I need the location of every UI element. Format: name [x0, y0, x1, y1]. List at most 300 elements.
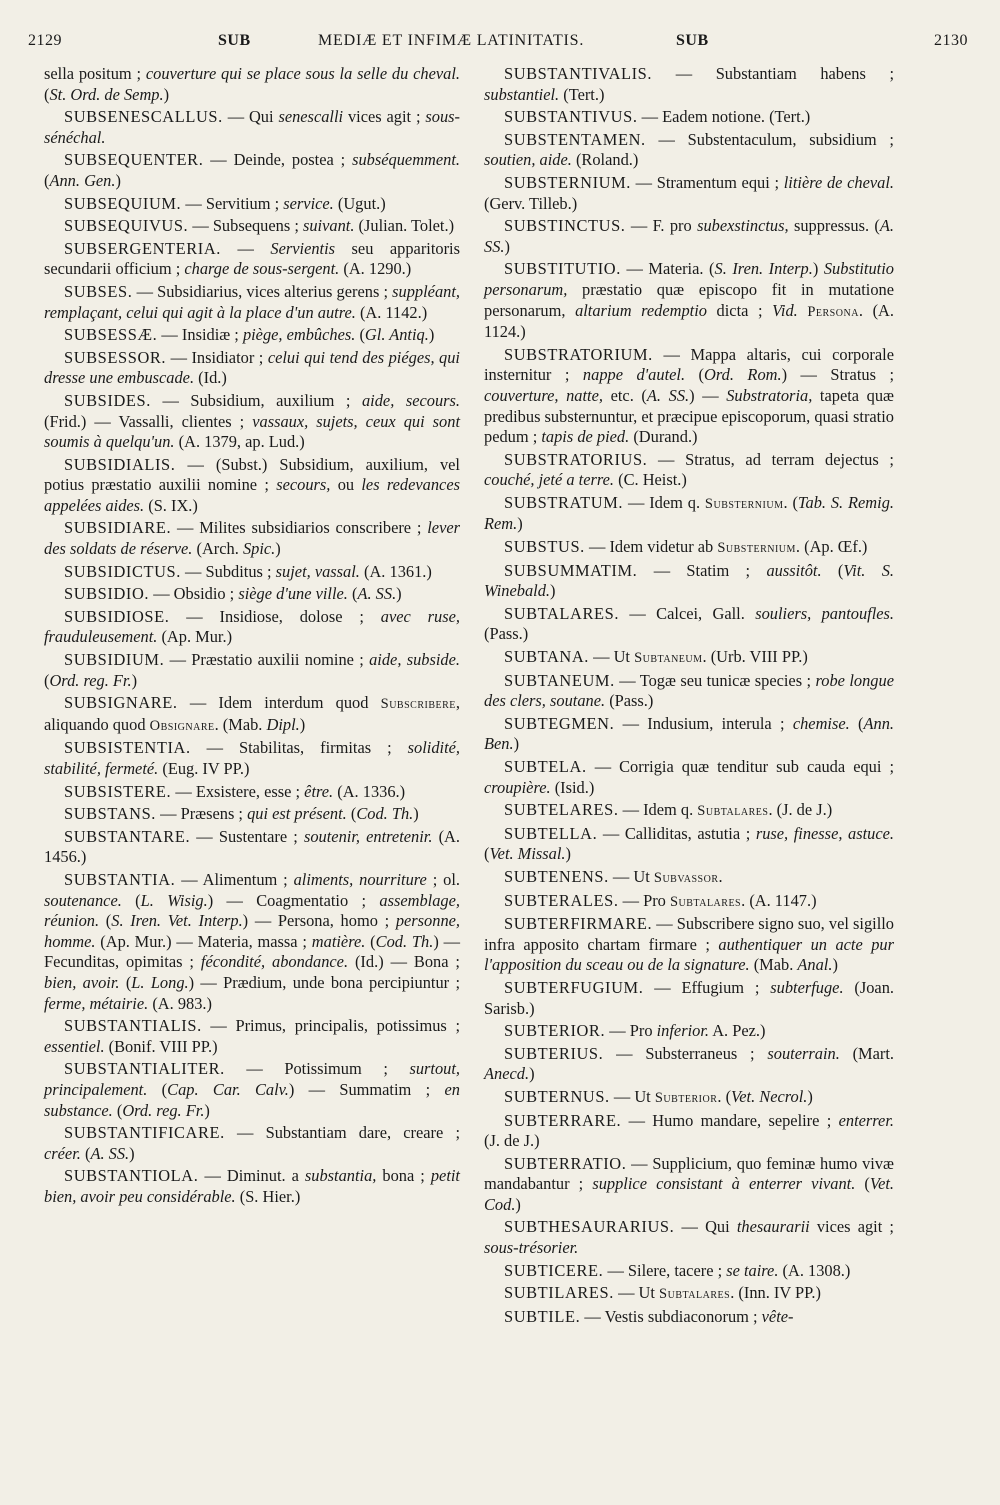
entry-translation: souliers, pantoufles.: [755, 603, 894, 623]
entry-text: — Deinde, postea ;: [203, 150, 353, 170]
entry-translation: surtout, principalement.: [44, 1059, 460, 1099]
entry-headword: SUBTICERE.: [504, 1260, 604, 1280]
entry-text: — Obsidio ;: [149, 584, 239, 604]
entry-translation: celui qui tend des piéges, qui dresse une embuscade.: [44, 347, 460, 388]
entry-text: (Id.) — Bona ;: [348, 952, 460, 972]
entry-text: ): [565, 844, 571, 864]
entry-translation: Ann. Gen.: [49, 170, 116, 190]
dictionary-entry: [44, 107, 460, 148]
entry-translation: litière de cheval.: [783, 172, 894, 192]
entry-text: ) — Coagmentatio ;: [207, 890, 380, 910]
entry-headword: SUBSISTENTIA.: [64, 738, 191, 758]
entry-text: . (Ap. Œf.): [795, 537, 868, 557]
entry-headword: SUBTELLA.: [504, 823, 598, 843]
entry-translation: altarium redemptio: [575, 300, 707, 320]
entry-text: (: [821, 560, 844, 580]
entry-text: (Tert.): [559, 84, 605, 104]
entry-text: — Humo mandare, sepelire ;: [621, 1110, 839, 1130]
entry-translation: assemblage, réunion.: [44, 890, 460, 931]
entry-text: (Pass.): [484, 624, 529, 644]
running-title: MEDIÆ ET INFIMÆ LATINITATIS.: [318, 32, 585, 49]
entry-text: (: [855, 1174, 870, 1194]
entry-text: — Ut: [608, 866, 654, 886]
entry-headword: SUBTANEUM.: [504, 670, 615, 690]
entry-translation: suppléant, remplaçant, celui qui agit à la place d'un autre.: [44, 281, 460, 322]
entry-translation: les redevances appelées aides.: [44, 475, 460, 515]
entry-translation: L. Long.: [131, 972, 189, 992]
dictionary-entry: [484, 1217, 894, 1258]
entry-translation: subexstinctus,: [697, 216, 789, 236]
entry-text: . (J. de J.): [768, 800, 833, 820]
entry-text: tapeta quæ predibus substernuntur, et præcipue episcoporum, quasi stratio pedum ;: [484, 385, 894, 447]
entry-text: ): [129, 1143, 135, 1163]
page-number-left: 2129: [28, 32, 62, 49]
entry-translation: robe longue des clers, soutane.: [484, 670, 894, 711]
guide-word-left: SUB: [218, 32, 251, 49]
entry-text: (Mart.: [839, 1043, 894, 1063]
entry-translation: solidité, stabilité, fermeté.: [44, 738, 460, 778]
entry-text: — Stabilitas, firmitas ;: [190, 738, 408, 758]
entry-headword: SUBTILE.: [504, 1306, 581, 1326]
entry-text: (Bonif. VIII PP.): [104, 1036, 218, 1056]
entry-text: (J. de J.): [484, 1131, 540, 1151]
dictionary-entry: [484, 259, 894, 342]
entry-text: ) —: [689, 385, 727, 405]
entry-translation: inferior.: [656, 1021, 709, 1041]
entry-text: (: [355, 325, 365, 345]
entry-text: ): [812, 259, 824, 279]
entry-text: — Materia. (: [620, 259, 715, 279]
entry-text: — Præstatio auxilii nomine ;: [164, 650, 370, 670]
entry-text: — Idem q.: [623, 492, 705, 512]
entry-headword: SUBTERFIRMARE.: [504, 914, 653, 934]
entry-translation: aliments, nourriture: [293, 869, 427, 889]
entry-text: — Ut: [589, 647, 635, 667]
dictionary-entry: [484, 867, 894, 889]
entry-text: — Effugium ;: [643, 977, 771, 997]
entry-headword: SUBSTRATORIUS.: [504, 449, 648, 469]
entry-text: — Qui: [674, 1217, 737, 1237]
entry-translation: Cod. Th.: [375, 931, 434, 951]
dictionary-entry: [484, 647, 894, 669]
entry-text: ): [204, 1100, 210, 1120]
entry-text: — Indusium, interula ;: [614, 713, 793, 733]
entry-translation: matière.: [311, 931, 366, 951]
entry-headword: SUBSTERNIUM.: [504, 172, 631, 192]
dictionary-entry: [44, 194, 460, 215]
entry-text: (Id.): [194, 368, 227, 388]
entry-text: (A. 1308.): [778, 1260, 851, 1280]
entry-text: (: [80, 1143, 91, 1163]
entry-text: — Ut: [609, 1086, 655, 1106]
entry-translation: aide, secours.: [361, 390, 460, 410]
entry-headword: SUBSTANTIVALIS.: [504, 64, 653, 83]
dictionary-entry: [44, 1123, 460, 1164]
entry-headword: SUBSIDICTUS.: [64, 561, 181, 581]
entry-text: (Joan. Sarisb.): [484, 977, 894, 1018]
dictionary-entry: [484, 1111, 894, 1152]
entry-text: — (Subst.) Subsidium, auxilium, vel potius præstatio auxilii nomine ;: [44, 454, 460, 495]
entry-text: (A. 983.): [148, 993, 212, 1013]
dictionary-entry: [44, 1166, 460, 1207]
entry-translation: petit bien, avoir peu considérable.: [44, 1166, 460, 1206]
entry-text: —: [220, 238, 271, 258]
entry-text: — Stratus, ad terram dejectus ;: [647, 449, 894, 469]
entry-text: (A. 1290.): [339, 259, 412, 279]
dictionary-entry: [44, 827, 460, 868]
entry-text: — Substerraneus ;: [603, 1043, 768, 1063]
dictionary-entry: [484, 891, 894, 913]
entry-headword: SUBTERNUS.: [504, 1086, 610, 1106]
entry-text: . (Inn. IV PP.): [730, 1283, 821, 1303]
entry-translation: couché, jeté a terre.: [484, 470, 615, 490]
entry-translation: thesaurarii: [736, 1217, 810, 1237]
entry-text: (: [147, 1079, 168, 1099]
entry-translation: charge de sous-sergent.: [184, 259, 340, 279]
entry-text: — Servitium ;: [181, 193, 284, 213]
dictionary-entry: [484, 1044, 894, 1085]
entry-headword: SUBSTRATUM.: [504, 492, 624, 512]
dictionary-entry: [44, 216, 460, 237]
entry-translation: S. Iren. Vet. Interp.: [111, 911, 243, 931]
entry-text: ): [550, 581, 556, 601]
entry-text: A. Pez.): [709, 1021, 766, 1041]
entry-translation: essentiel.: [44, 1036, 105, 1056]
entry-text: — Primus, principalis, potissimus ;: [201, 1016, 460, 1036]
entry-text: seu apparitoris secundarii officium ;: [44, 238, 460, 279]
entry-translation: chemise.: [792, 713, 850, 733]
entry-text: (Eug. IV PP.): [158, 759, 250, 778]
dictionary-entry: [44, 693, 460, 736]
entry-text: (A. 1456.): [44, 826, 460, 867]
entry-text: [798, 301, 808, 320]
dictionary-entry: [44, 1059, 460, 1121]
dictionary-entry: [484, 1283, 894, 1305]
dictionary-entry: [44, 1016, 460, 1057]
entry-translation: soutien, aide.: [484, 150, 572, 170]
entry-crossref: Persona: [807, 303, 859, 320]
entry-translation: aide, subside.: [369, 650, 461, 670]
entry-text: ) — Stratus ;: [781, 365, 895, 385]
entry-text: (: [365, 931, 376, 951]
entry-headword: SUBSUMMATIM.: [504, 560, 638, 580]
entry-translation: Dipl.: [266, 714, 300, 734]
entry-translation: Tab. S. Remig. Rem.: [484, 492, 894, 534]
entry-text: ) — Prædium, unde bona percipiuntur ;: [188, 972, 460, 992]
entry-headword: SUBTALARES.: [504, 603, 620, 623]
dictionary-entry: [484, 107, 894, 128]
entry-translation: ruse, finesse, astuce.: [755, 823, 894, 843]
entry-translation: sous-trésorier.: [484, 1238, 579, 1258]
entry-translation: substantia,: [304, 1166, 377, 1186]
guide-word-right: SUB: [676, 32, 709, 49]
entry-translation: Servientis: [270, 238, 336, 258]
entry-text: ): [807, 1086, 813, 1106]
entry-headword: SUBSISTERE.: [64, 781, 172, 801]
entry-text: dicta ;: [706, 300, 773, 320]
entry-text: (Isid.): [550, 777, 595, 797]
entry-translation: senescalli: [278, 107, 344, 127]
entry-translation: sujet, vassal.: [275, 561, 360, 581]
entry-text: ): [513, 734, 520, 754]
dictionary-entry: [44, 607, 460, 648]
entry-text: (: [685, 365, 705, 385]
entry-text: sella positum ;: [44, 64, 146, 83]
entry-text: — Stramentum equi ;: [630, 172, 784, 192]
entry-text: ): [504, 236, 510, 256]
running-header: [28, 32, 974, 56]
dictionary-entry: [484, 671, 894, 712]
entry-translation: être.: [304, 781, 334, 801]
entry-text: etc. (: [602, 385, 647, 405]
entry-text: (A. 1361.): [359, 561, 432, 581]
entry-text: — Corrigia quæ tenditur sub cauda equi ;: [586, 757, 894, 776]
entry-text: (: [849, 713, 864, 733]
entry-text: bona ;: [376, 1166, 431, 1186]
dictionary-entry: [484, 561, 894, 602]
entry-headword: SUBSTANTIVUS.: [504, 107, 638, 127]
dictionary-entry: [484, 1261, 894, 1282]
entry-translation: soutenir, entretenir.: [303, 826, 433, 846]
entry-crossref: Subtaneum: [634, 650, 703, 667]
entry-translation: supplice consistant à enterrer vivant.: [592, 1174, 856, 1194]
entry-translation: Vit. S. Winebald.: [484, 560, 894, 601]
entry-headword: SUBSTANTIALIS.: [64, 1016, 202, 1036]
entry-headword: SUBTELARES.: [504, 800, 619, 820]
entry-translation: A. SS.: [484, 216, 895, 256]
dictionary-entry: [484, 216, 894, 257]
entry-translation: enterrer.: [838, 1110, 894, 1130]
entry-text: . (: [717, 1086, 732, 1106]
entry-text: ): [396, 584, 402, 604]
entry-text: (Gerv. Tilleb.): [484, 193, 578, 213]
entry-text: (: [119, 972, 132, 992]
entry-headword: SUBSIDIALIS.: [64, 454, 176, 474]
dictionary-entry: [44, 804, 460, 825]
entry-translation: S. Iren. Interp.: [714, 259, 813, 279]
entry-text: (: [347, 584, 358, 604]
entry-translation: bien, avoir.: [44, 972, 120, 992]
entry-text: . (Urb. VIII PP.): [702, 647, 808, 667]
entry-translation: subterfuge.: [770, 977, 844, 997]
entry-text: (A. 1336.): [333, 781, 406, 801]
dictionary-entry: [44, 391, 460, 453]
dictionary-entry: [484, 914, 894, 976]
entry-text: — F. pro: [625, 216, 698, 236]
entry-headword: SUBSTITUTIO.: [504, 259, 621, 279]
entry-headword: SUBSTENTAMEN.: [504, 129, 646, 149]
entry-text: ) — Persona, homo ;: [242, 911, 396, 931]
entry-text: ): [413, 804, 419, 824]
entry-text: ) — Summatim ;: [288, 1079, 445, 1099]
entry-text: — Pro: [605, 1021, 657, 1041]
entry-headword: SUBTENENS.: [504, 866, 609, 886]
entry-translation: créer.: [44, 1143, 81, 1163]
entry-text: ): [299, 714, 306, 734]
entry-headword: SUBSTANTARE.: [64, 826, 191, 846]
dictionary-entry: [44, 239, 460, 280]
entry-text: — Calcei, Gall.: [619, 603, 756, 623]
entry-translation: tapis de pied.: [541, 427, 630, 447]
entry-crossref: Subterior: [654, 1089, 718, 1106]
entry-text: ): [428, 325, 435, 345]
entry-text: — Eadem notione. (Tert.): [637, 107, 811, 127]
entry-text: ): [529, 1064, 535, 1084]
entry-translation: soutenance.: [44, 890, 122, 910]
entry-headword: SUBTHESAURARIUS.: [504, 1217, 675, 1237]
dictionary-entry: [484, 537, 894, 559]
dictionary-entry: [484, 1087, 894, 1109]
entry-translation: subséquemment.: [352, 150, 460, 170]
dictionary-entry: [44, 455, 460, 517]
entry-translation: A. SS.: [646, 385, 690, 405]
entry-text: — Togæ seu tunicæ species ;: [614, 670, 816, 690]
entry-text: (Pass.): [605, 691, 654, 711]
entry-text: — Idem videtur ab: [584, 537, 718, 557]
entry-text: (: [44, 84, 50, 104]
entry-text: ou: [330, 475, 362, 495]
entry-text: — Idem q.: [618, 800, 698, 820]
entry-headword: SUBTERALES.: [504, 890, 619, 910]
entry-headword: SUBSIDIO.: [64, 584, 150, 604]
entry-headword: SUBTERIOR.: [504, 1021, 606, 1041]
entry-translation: Anal.: [797, 955, 833, 975]
entry-crossref: Obsignare: [149, 717, 215, 734]
entry-translation: suivant.: [302, 216, 355, 236]
entry-headword: SUBTERRARE.: [504, 1110, 622, 1130]
entry-translation: Vet. Necrol.: [731, 1086, 808, 1106]
entry-translation: Gl. Antiq.: [364, 325, 429, 345]
entry-translation: Ord. reg. Fr.: [122, 1100, 205, 1120]
entry-text: ): [163, 84, 170, 104]
entry-text: (Frid.) — Vassalli, clientes ;: [44, 411, 253, 431]
entry-translation: Ord. reg. Fr.: [49, 670, 132, 690]
entry-text: (Ap. Mur.) — Materia, massa ;: [95, 931, 312, 951]
dictionary-entry: [484, 345, 894, 448]
dictionary-entry: [484, 450, 894, 491]
entry-headword: SUBSENESCALLUS.: [64, 107, 223, 127]
entry-text: (S. Hier.): [235, 1186, 301, 1206]
dictionary-entry: [484, 493, 894, 535]
entry-text: — Qui: [222, 107, 279, 127]
entry-text: vices agit ;: [809, 1217, 894, 1237]
dictionary-entry: [484, 978, 894, 1019]
entry-text: ; ol.: [426, 869, 460, 889]
entry-text: — Exsistere, esse ;: [171, 781, 305, 801]
entry-crossref: Subtalares: [697, 803, 769, 820]
entry-translation: vête-: [761, 1306, 794, 1326]
entry-text: (: [346, 804, 357, 824]
entry-text: (A. 1379, ap. Lud.): [174, 432, 305, 452]
entry-text: — Alimentum ;: [175, 869, 294, 889]
dictionary-entry: [484, 64, 894, 105]
entry-headword: SUBTANA.: [504, 647, 589, 667]
entry-text: — Silere, tacere ;: [603, 1260, 727, 1280]
entry-headword: SUBSEQUIUM.: [64, 193, 182, 213]
entry-headword: SUBTERFUGIUM.: [504, 977, 644, 997]
entry-headword: SUBSTANTIFICARE.: [64, 1123, 225, 1143]
entry-headword: SUBSES.: [64, 281, 133, 301]
entry-text: — Ut: [613, 1283, 660, 1303]
dictionary-entry: [484, 173, 894, 214]
entry-text: . (Mab.: [214, 714, 267, 734]
entry-headword: SUBSTANTIOLA.: [64, 1166, 199, 1186]
entry-headword: SUBSEQUIVUS.: [64, 216, 189, 236]
entry-text: . (A. 1147.): [741, 890, 817, 910]
entry-translation: Vid.: [772, 300, 798, 320]
entry-headword: SUBSIDIARE.: [64, 518, 172, 538]
entry-translation: sous-sénéchal.: [44, 107, 460, 147]
entry-translation: Anecd.: [484, 1064, 530, 1084]
entry-translation: A. SS.: [357, 584, 397, 604]
entry-text: (Ugut.): [333, 193, 386, 213]
entry-text: (S. IX.): [144, 495, 198, 515]
entry-translation: couverture, natte,: [484, 385, 603, 405]
entry-headword: SUBSIGNARE.: [64, 693, 178, 713]
entry-text: vices agit ;: [343, 107, 426, 127]
entry-translation: St. Ord. de Semp.: [49, 84, 164, 104]
entry-text: ): [517, 514, 523, 534]
entry-headword: SUBSESSÆ.: [64, 325, 158, 345]
entry-text: — Subscribere signo suo, vel sigillo infra apposito chartam firmare ;: [484, 914, 894, 954]
entry-translation: authentiquer un acte pur l'apposition du sceau ou de la signature.: [484, 934, 894, 975]
entry-text: (C. Heist.): [614, 470, 687, 490]
page-number-right: 2130: [934, 32, 968, 49]
entry-text: — Milites subsidiarios conscribere ;: [171, 518, 428, 538]
entry-text: (: [99, 911, 112, 931]
entry-headword: SUBTEGMEN.: [504, 713, 615, 733]
dictionary-entry: [44, 782, 460, 803]
entry-headword: SUBSTANS.: [64, 804, 156, 824]
entry-headword: SUBSTRATORIUM.: [504, 344, 653, 364]
entry-text: — Sustentare ;: [190, 826, 304, 846]
entry-headword: SUBTILARES.: [504, 1283, 614, 1303]
entry-text: — Calliditas, astutia ;: [597, 823, 756, 843]
entry-text: — Subditus ;: [180, 561, 276, 581]
entry-text: ): [115, 170, 121, 190]
entry-text: — Subsidiarius, vices alterius gerens ;: [132, 281, 393, 301]
left-column: [44, 64, 460, 1209]
entry-translation: Cap. Car. Calv.: [167, 1079, 289, 1099]
dictionary-entry: [484, 800, 894, 822]
entry-text: (Ap. Mur.): [157, 627, 233, 647]
entry-text: . (A. 1124.): [484, 300, 894, 342]
dictionary-entry: [44, 325, 460, 346]
entry-headword: SUBSESSOR.: [64, 347, 167, 367]
entry-text: — Vestis subdiaconorum ;: [580, 1306, 762, 1326]
entry-translation: croupière.: [484, 777, 551, 797]
entry-translation: service.: [283, 193, 334, 213]
dictionary-entry: [484, 757, 894, 798]
dictionary-entry: [44, 584, 460, 605]
entry-text: — Insidiator ;: [166, 347, 268, 367]
entry-translation: piège, embûches.: [242, 325, 356, 345]
entry-translation: A. SS.: [90, 1143, 130, 1163]
dictionary-entry: [44, 650, 460, 691]
entry-translation: Vet. Missal.: [489, 844, 566, 864]
entry-text: — Subsequens ;: [188, 216, 303, 236]
entry-headword: SUBTERRATIO.: [504, 1153, 627, 1173]
entry-headword: SUBSIDIUM.: [64, 650, 165, 670]
entry-text: . (: [783, 492, 798, 512]
entry-translation: Ord. Rom.: [704, 365, 782, 385]
dictionary-entry: [484, 1021, 894, 1042]
entry-text: ): [131, 670, 138, 690]
dictionary-entry: [484, 604, 894, 645]
entry-text: — Pro: [618, 890, 670, 910]
entry-translation: Substratoria,: [726, 385, 813, 405]
entry-text: (Durand.): [629, 427, 698, 447]
